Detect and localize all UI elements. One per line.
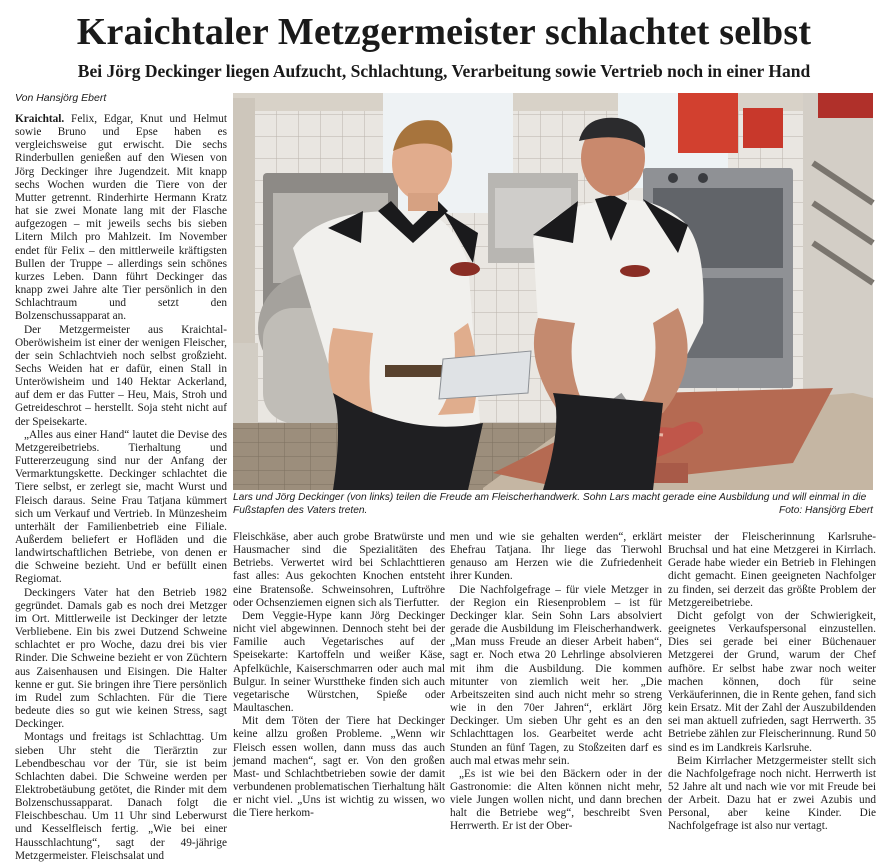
paragraph: Deckingers Vater hat den Betrieb 1982 gegründet. Damals gab es noch drei Metzger im Ort. Mittlerweile ist Deckinger der letzte Verbliebene. Ein bis zwei Dutzend Schweine schlachtet er pro Woche, dazu drei bis vier Rinder. Die Schweine bezieht er von Züchtern aus Zaisenhausen und Eisingen. Die Halter kenne er gut. Sie bringen ihre Tiere persönlich im Rudel zum Schlachten. Für die Tiere bedeute dies so gut wie keinen Stress, sagt Deckinger. [15,586,227,731]
article-subheadline: Bei Jörg Deckinger liegen Aufzucht, Schlachtung, Verarbeitung sowie Vertrieb noch in einer Hand [77,61,811,81]
paragraph: Die Nachfolgefrage – für viele Metzger in der Region ein Riesenproblem – ist für Deckinger klar. Sein Sohn Lars absolviert gerade die Ausbildung im Fleischerhandwerk. „Man muss Freude an dieser Arbeit haben“, sagt er. Noch etwa 20 Lehrlinge absolvieren mit ihm die Ausbildung. Die kommen mitunter von ziemlich weit her. „Die Arbeitszeiten sind auch nicht mehr so streng wie in den 70er Jahren“, erklärt Jörg Deckinger. Um sieben Uhr geht es an den Schlachttagen los. Gearbeitet werde acht Stunden an fünf Tagen, zu Stoßzeiten darf es auch mal etwas mehr sein. [450,583,662,767]
article-headline: Kraichtaler Metzgermeister schlachtet selbst [76,11,812,53]
paragraph: meister der Fleischerinnung Karlsruhe-Bruchsal und hat eine Metzgerei in Kirrlach. Gerade habe wieder ein Betrieb in Flehingen dicht gemacht. Einen geeigneten Nachfolger zu finden, sei derzeit das größte Problem der Metzgereibetriebe. [668,531,876,609]
text-column-1 [15,113,227,862]
paragraph: Dicht gefolgt von der Schwierigkeit, geeignetes Verkaufspersonal einzustellen. Dies sei gerade bei einer Büchenauer Metzgerei der Grund, warum der Chef aufhöre. Er selbst habe zwar noch weiter machen können, doch für seine Verkäuferinnen, die in Rente gehen, fand sich kein Ersatz. Mit der Zahl der Auszubildenden sei man aktuell zufrieden, sagt Herrwerth. 35 Betriebe zählen zur Fleischerinnung. Rund 50 sind es im Landkreis Karlsruhe. [668,609,876,754]
paragraph: Dem Veggie-Hype kann Jörg Deckinger nicht viel abgewinnen. Dennoch steht bei der Familie auch Vegetarisches auf der Speisekarte: Kartoffeln und weißer Käse, Apfelküchle, Kaiserschmarren oder auch mal Bulgur. In seiner Wursttheke finden sich auch vegetarische Würstchen, Spieße oder Maultaschen. [233,609,445,715]
paragraph: „Alles aus einer Hand“ lautet die Devise des Metzgereibetriebs. Tierhaltung und Futtererzeugung sind nur der Anfang der Vermarktungskette. Deckinger schlachtet die Tiere selbst, er zerlegt sie, macht Wurst und Fleisch daraus. Seine Frau Tatjana kümmert sich um Verkauf und Vertrieb. In Münzesheim unterhält der Familienbetrieb eine Filiale. Außerdem beliefert er Hofläden und die landwirtschaftlichen Betriebe, von denen er die Schweine bezieht. Und er befüllt einen Regiomat. [15,428,227,586]
text-column-3 [450,531,662,833]
byline: Von Hansjörg Ebert [15,92,107,104]
dateline: Kraichtal. [15,113,65,125]
paragraph: Der Metzgermeister aus Kraichtal-Oberöwisheim ist einer der wenigen Fleischer, der sein Schlachtvieh noch selbst großzieht. Sechs Weiden hat er dafür, einen Stall in Unteröwisheim und 140 Hektar Ackerland, auf dem er das Futter – Heu, Mais, Stroh und Getreideschrot – herstellt. Soja steht nicht auf der Speisekarte. [15,323,227,428]
photo-credit: Foto: Hansjörg Ebert [779,504,873,516]
text-column-4 [668,531,876,833]
paragraph: Montags und freitags ist Schlachttag. Um sieben Uhr steht die Tierärztin zur Lebendbeschau vor der Tür, sie ist beim Schlachten dabei. Die Schweine werden per Elektrobetäubung getötet, die Rinder mit dem Bolzenschussapparat. Danach folgt die Fleischbeschau. Um 11 Uhr sind Leberwurst und Kesselfleisch fertig. „Wie bei einer Hausschlachtung“, sagt der 49-jährige Metzgermeister. Fleischsalat und [15,731,227,862]
paragraph: Kraichtal. Felix, Edgar, Knut und Helmut sowie Bruno und Epse haben es vergleichsweise gut erwischt. Die sechs Rinderbullen genießen auf den Wiesen von Jörg Deckinger ihre Jugendzeit. Mit knapp sechs Wochen wurden die Tiere von der Mutter getrennt. Rinderhirte Hermann Kratz hat sie zwei Monate lang mit der Flasche aufgezogen – mit jeweils sechs bis sieben Litern Milch pro Mahlzeit. Im November endet für Felix – den mittlerweile kräftigsten Bullen der Truppe – allerdings sein schönes kurzes Leben. Dann führt Deckinger das knapp zwei Jahre alte Tier persönlich in den Schlachtraum und setzt den Bolzenschussapparat an. [15,113,227,323]
article-photo [233,93,873,490]
text-column-2 [233,531,445,823]
paragraph: men und wie sie gehalten werden“, erklärt Ehefrau Tatjana. Ihr liege das Tierwohl genauso am Herzen wie die Zufriedenheit ihrer Kunden. [450,531,662,583]
paragraph: Mit dem Töten der Tiere hat Deckinger keine allzu großen Probleme. „Wenn wir Fleisch essen wollen, dann muss das auch jemand machen“, sagt er. Von den großen Mast- und Schlachtbetrieben sowie der damit verbundenen problematischen Tierhaltung hält er nicht viel. „Uns ist wichtig zu wissen, wo die Tiere herkom- [233,715,445,820]
caption-text: Lars und Jörg Deckinger (von links) teilen die Freude am Fleischerhandwerk. Sohn Lars macht gerade eine Ausbildung und will einmal in die Fußstapfen des Vaters treten. [233,492,867,516]
paragraph: „Es ist wie bei den Bäckern oder in der Gastronomie: die Alten können nicht mehr, viele Jungen wollen nicht, und dann brechen halt die Betriebe weg“, beschreibt Sven Herrwerth. Er ist der Ober- [450,767,662,833]
paragraph: Fleischkäse, aber auch grobe Bratwürste und Hausmacher sind die Spezialitäten des Betriebs. Verwertet wird bei Schlachttieren fast alles: Aus gekochten Knochen entsteht eine Bratensoße. Schweinsohren, Luftröhre oder Ochsenziemen eignen sich als Tierfutter. [233,531,445,609]
photo-caption [233,492,873,517]
paragraph: Beim Kirrlacher Metzgermeister stellt sich die Nachfolgefrage noch nicht. Herrwerth ist 52 Jahre alt und nach wie vor mit Freude bei der Arbeit. Dazu hat er zwei Azubis und Personal, aber keine Kinder. Die Nachfolgefrage ist also nur vertagt. [668,754,876,833]
